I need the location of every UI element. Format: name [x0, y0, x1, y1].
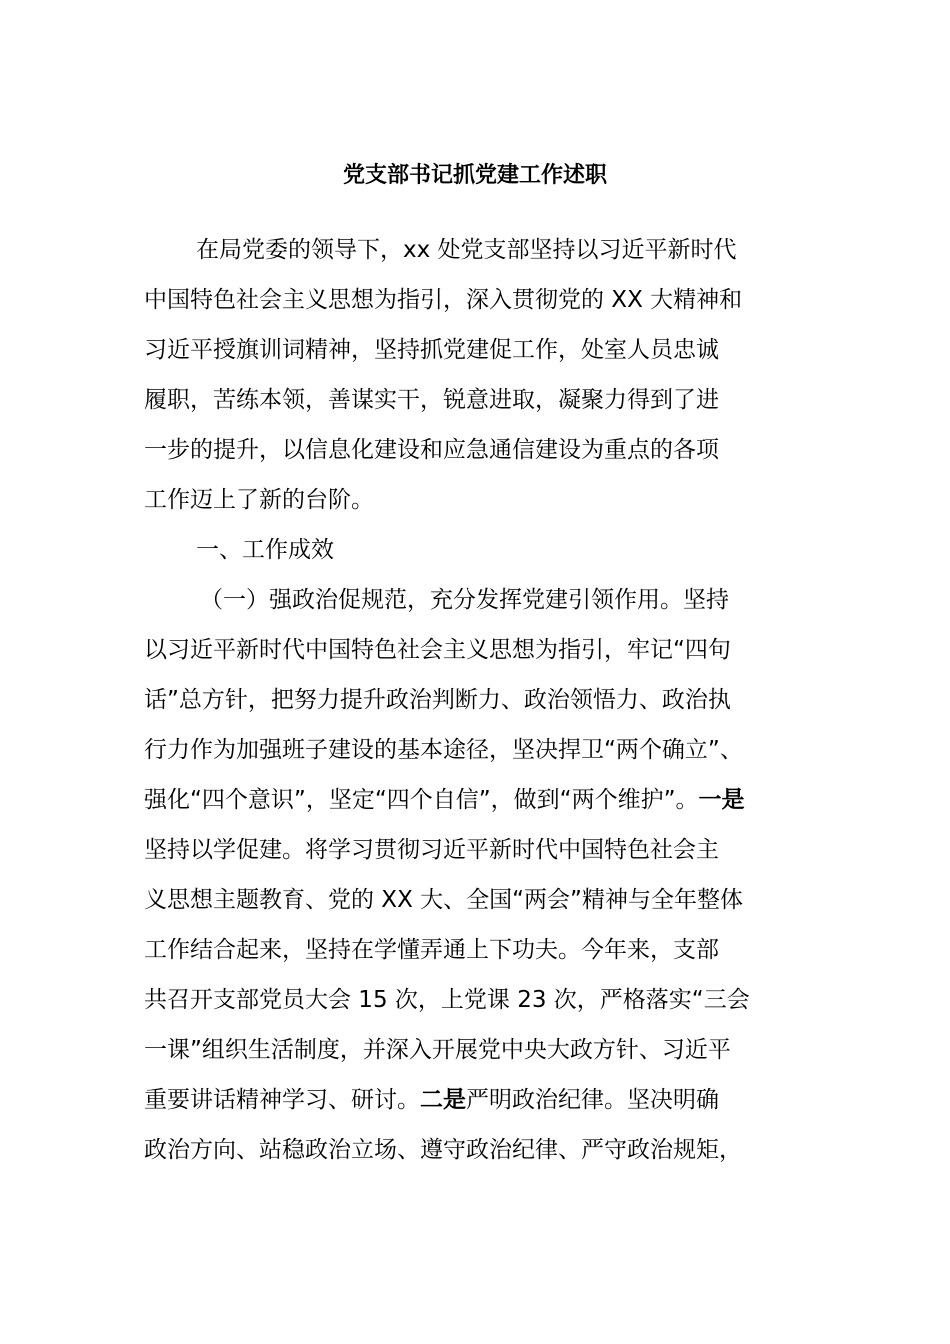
paragraph-line: 习近平授旗训词精神，坚持抓党建促工作，处室人员忠诚 [144, 337, 719, 363]
bold-marker: 一是 [698, 787, 745, 813]
document-title: 党支部书记抓党建工作述职 [342, 163, 607, 188]
paragraph-line: 中国特色社会主义思想为指引，深入贯彻党的 XX 大精神和 [144, 287, 743, 313]
line-text: 重要讲话精神学习、研讨。 [144, 1087, 420, 1113]
paragraph-line: 一步的提升，以信息化建设和应急通信建设为重点的各项 [144, 437, 719, 463]
paragraph-line: 义思想主题教育、党的 XX 大、全国“两会”精神与全年整体 [144, 887, 743, 913]
paragraph-line: 履职，苦练本领，善谋实干，锐意进取，凝聚力得到了进 [144, 387, 719, 413]
section-heading: 一、工作成效 [196, 537, 334, 563]
paragraph-line [144, 775, 814, 825]
paragraph-line: 一课”组织生活制度，并深入开展党中央大政方针、习近平 [144, 1037, 731, 1063]
paragraph-line [144, 1075, 814, 1125]
paragraph-line: 坚持以学促建。将学习贯彻习近平新时代中国特色社会主 [144, 837, 719, 863]
paragraph-line: 以习近平新时代中国特色社会主义思想为指引，牢记“四句 [144, 637, 731, 663]
paragraph-line: 话”总方针，把努力提升政治判断力、政治领悟力、政治执 [144, 687, 731, 713]
paragraph-line: 政治方向、站稳政治立场、遵守政治纪律、严守政治规矩， [144, 1137, 742, 1163]
line-text: 严明政治纪律。坚决明确 [466, 1087, 719, 1113]
paragraph-line: 行力作为加强班子建设的基本途径，坚决捍卫“两个确立”、 [144, 737, 743, 763]
bold-marker: 二是 [420, 1087, 466, 1113]
line-text: 强化“四个意识”，坚定“四个自信”，做到“两个维护”。 [144, 787, 699, 813]
paragraph-line: （一）强政治促规范，充分发挥党建引领作用。坚持 [200, 587, 729, 613]
paragraph-line: 共召开支部党员大会 15 次，上党课 23 次，严格落实“三会 [144, 987, 750, 1013]
paragraph-line: 工作迈上了新的台阶。 [144, 487, 374, 513]
paragraph-line: 在局党委的领导下，xx 处党支部坚持以习近平新时代 [196, 237, 737, 263]
paragraph-line: 工作结合起来，坚持在学懂弄通上下功夫。今年来，支部 [144, 937, 719, 963]
